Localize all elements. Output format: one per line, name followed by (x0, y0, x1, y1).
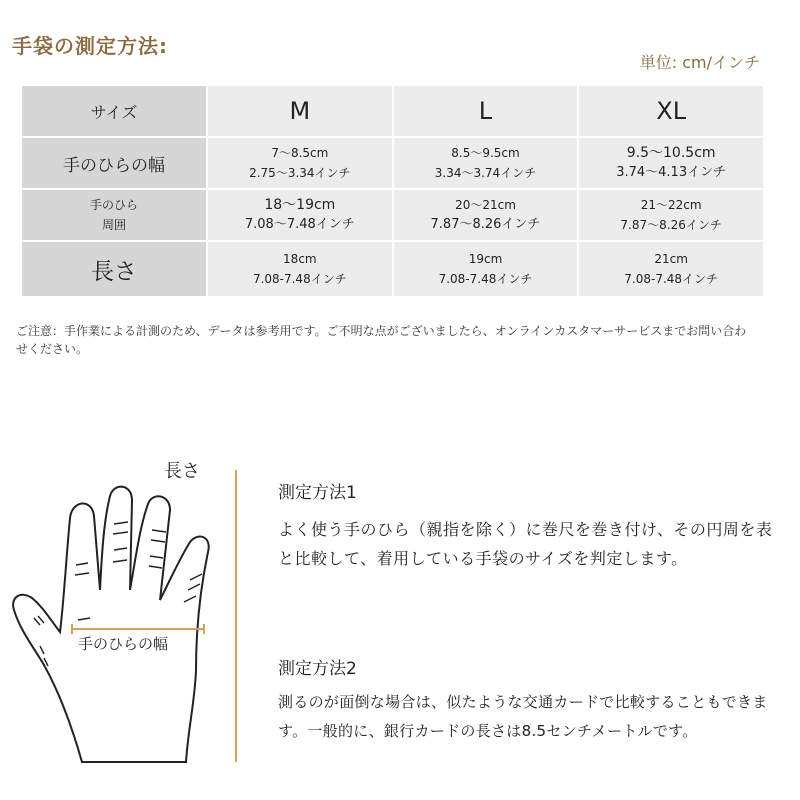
size-m-header: M (207, 85, 393, 137)
cell-inch: 3.74～4.13インチ (616, 165, 727, 180)
table-row-palm-width (21, 137, 764, 189)
method2-body: 測るのが面倒な場合は、似たような交通カードで比較することもできます。一般的に、銀行カードの長さは8.5センチメートルです。 (278, 693, 768, 740)
cell-cm: 21cm (654, 252, 688, 266)
table-cell (207, 241, 393, 297)
cell-inch: 7.08-7.48インチ (438, 272, 533, 286)
size-l-header: L (393, 85, 579, 137)
disclaimer-note: ご注意：手作業による計測のため、データは参考用です。ご不明な点がございましたら、オンラインカスタマーサービスまでお問い合わせください。 (16, 324, 747, 356)
size-xl-header: XL (578, 85, 764, 137)
method2-title: 測定方法2 (278, 659, 357, 679)
table-cell (578, 241, 764, 297)
method1-body: よく使う手のひら（親指を除く）に巻尺を巻き付け、その円周を表と比較して、着用している手袋のサイズを判定します。 (278, 520, 773, 568)
cell-cm: 9.5～10.5cm (626, 145, 716, 161)
page-title: 手袋の測定方法: (12, 34, 168, 58)
cell-inch: 7.08-7.48インチ (624, 272, 719, 286)
row-label-length: 長さ (21, 241, 207, 297)
hand-outline (13, 487, 209, 762)
length-label: 長さ (164, 461, 200, 482)
row-label-palm-circumference (21, 189, 207, 241)
table-cell (393, 241, 579, 297)
table-header-row (21, 85, 764, 137)
table-row-palm-circumference (21, 189, 764, 241)
method1-title: 測定方法1 (278, 483, 357, 503)
size-header-label: サイズ (21, 85, 207, 137)
hand-outline-illustration (0, 440, 240, 780)
palm-width-label: 手のひらの幅 (78, 635, 169, 653)
cell-cm: 18～19cm (264, 197, 336, 213)
cell-cm: 21～22cm (640, 198, 702, 212)
cell-inch: 2.75～3.34インチ (249, 166, 351, 180)
length-ruler-line (235, 470, 237, 762)
unit-label: 単位: cm/インチ (639, 53, 760, 72)
cell-cm: 7～8.5cm (271, 146, 329, 160)
cell-cm: 20～21cm (455, 198, 516, 212)
row-label-line2: 周囲 (101, 218, 126, 232)
cell-cm: 8.5～9.5cm (451, 146, 520, 160)
cell-inch: 7.87～8.26インチ (620, 218, 722, 232)
table-cell (578, 189, 764, 241)
table-row-length (21, 241, 764, 297)
table-cell (578, 137, 764, 189)
size-table (20, 84, 765, 298)
table-cell (393, 137, 579, 189)
cell-inch: 3.34～3.74インチ (434, 166, 537, 180)
cell-inch: 7.08～7.48インチ (244, 217, 355, 232)
row-label-palm-width: 手のひらの幅 (21, 137, 207, 189)
cell-cm: 19cm (468, 252, 503, 266)
table-cell (207, 137, 393, 189)
cell-inch: 7.08-7.48インチ (252, 272, 347, 286)
table-cell (393, 189, 579, 241)
table-cell (207, 189, 393, 241)
cell-inch: 7.87～8.26インチ (430, 217, 541, 232)
cell-cm: 18cm (283, 252, 317, 266)
row-label-line1: 手のひら (89, 198, 138, 212)
